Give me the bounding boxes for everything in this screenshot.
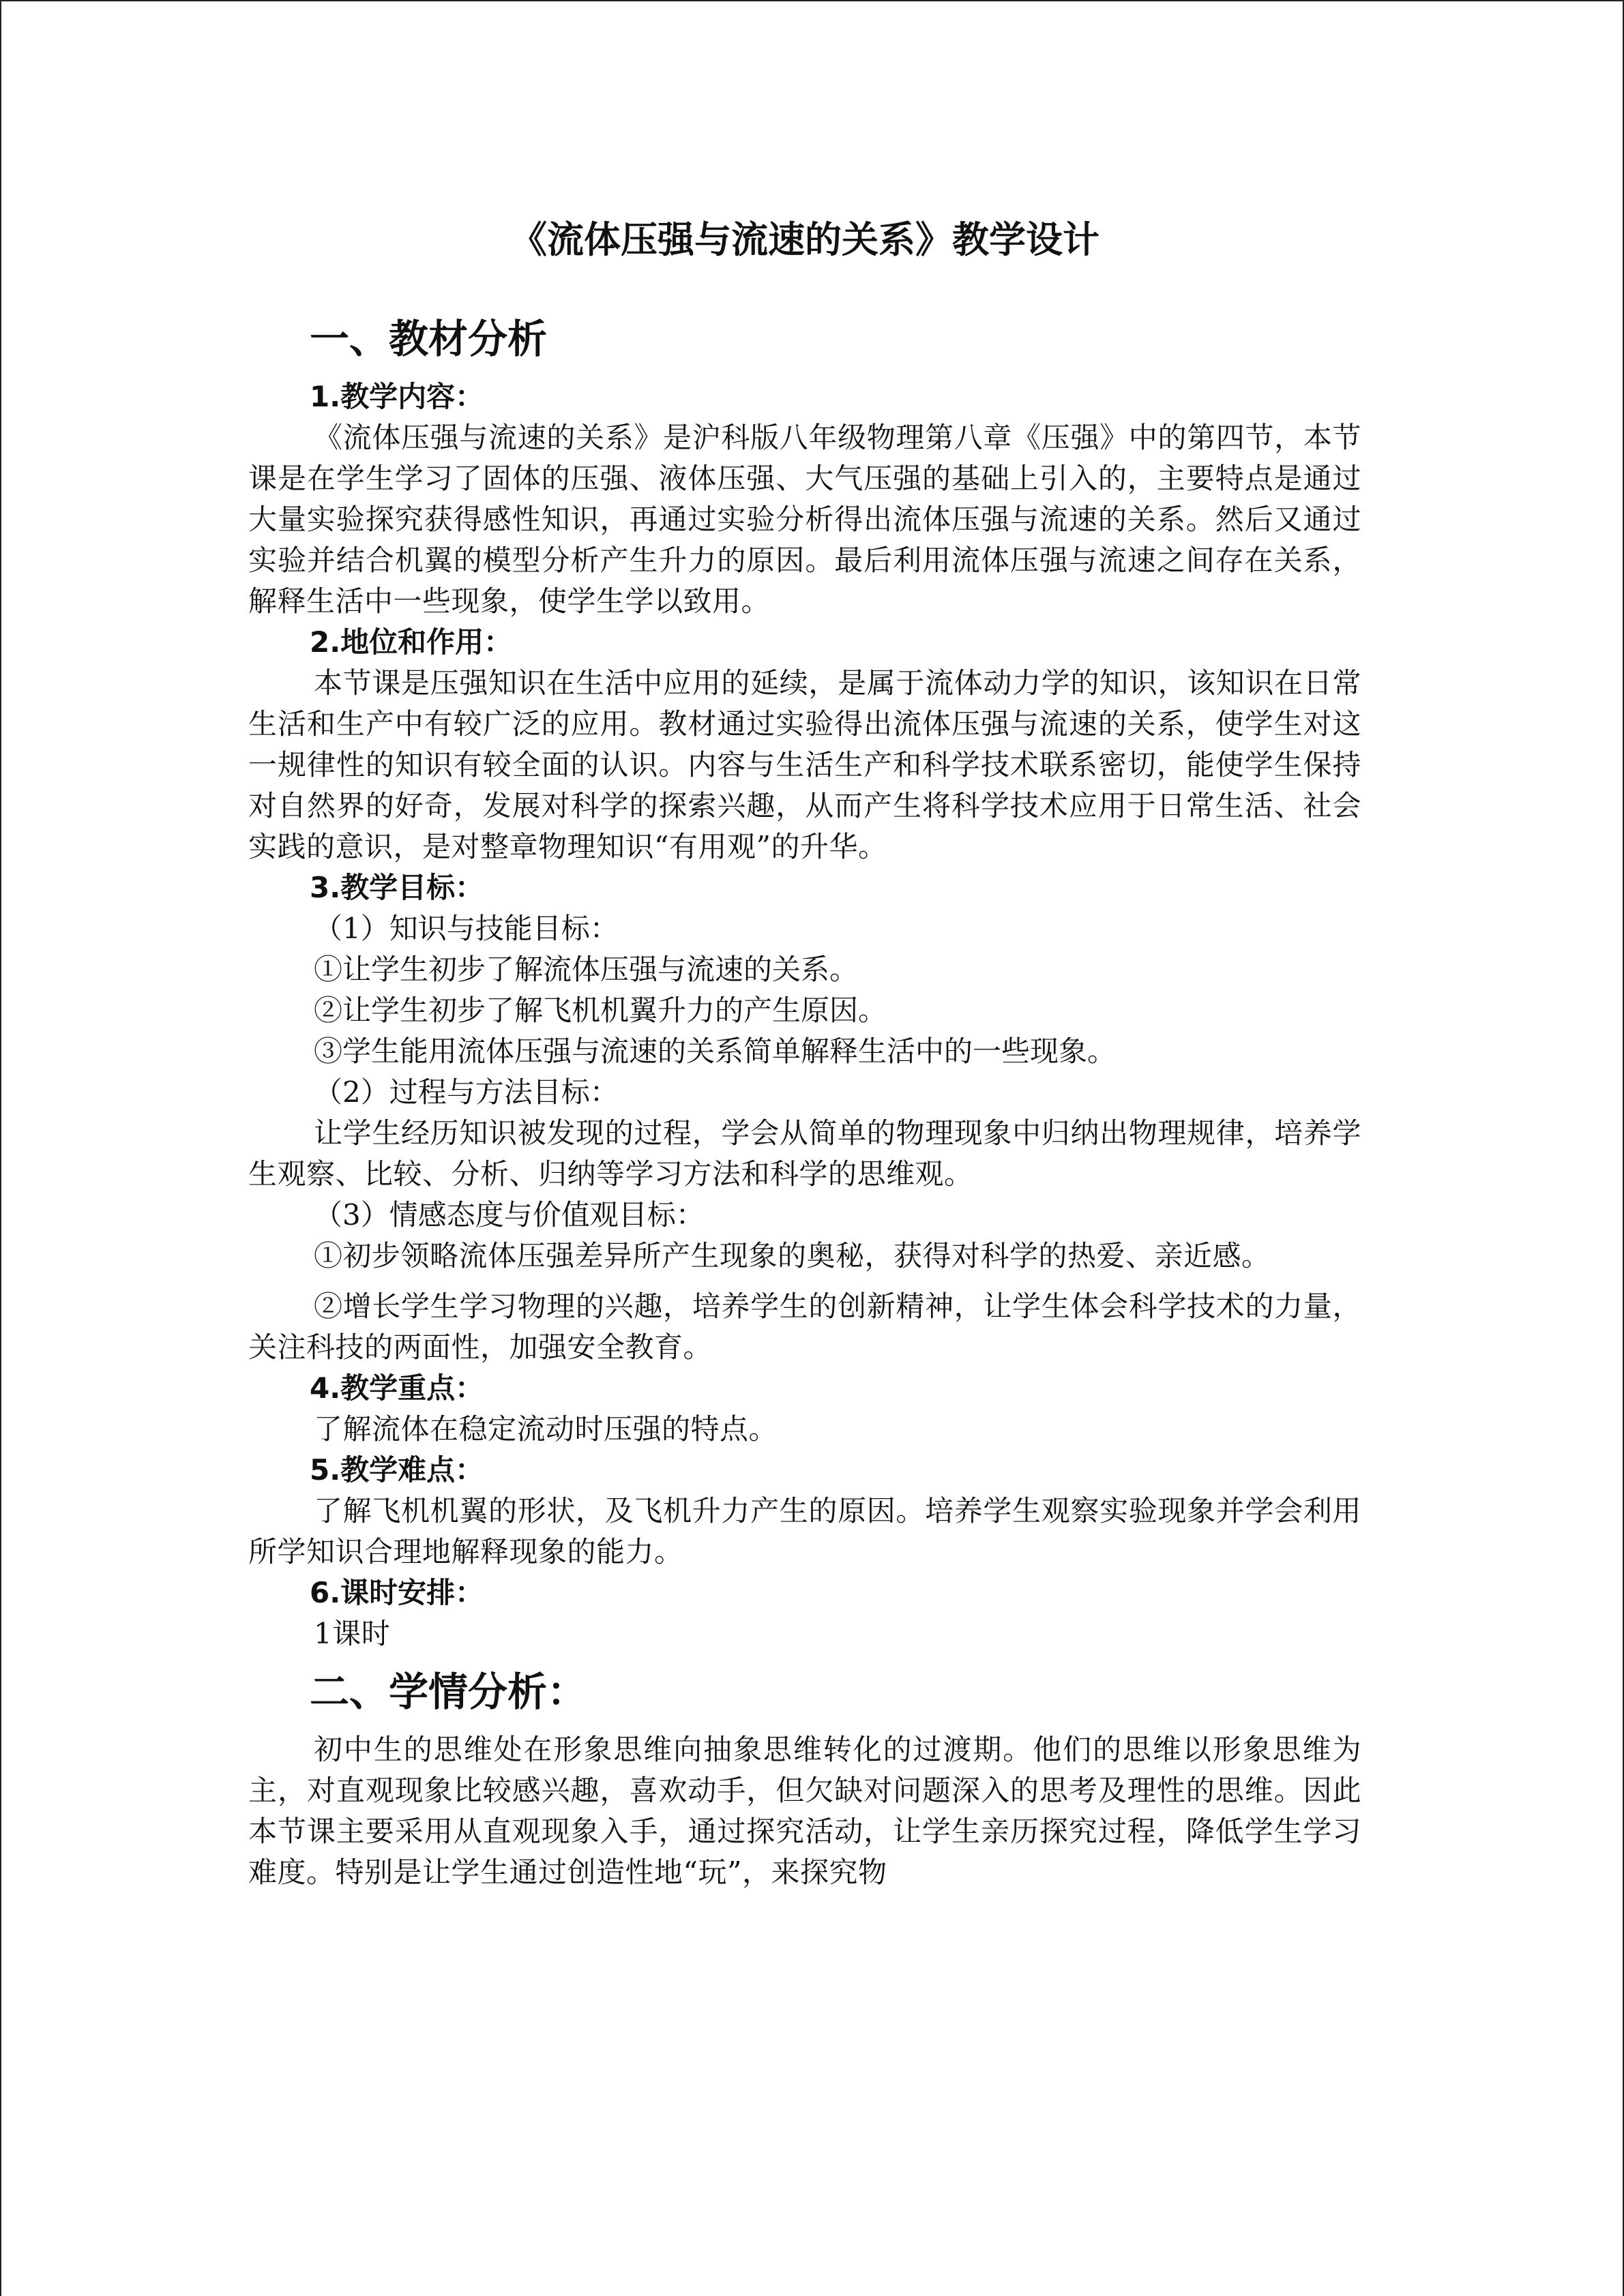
document-content — [248, 206, 1361, 1893]
subheading-teaching-content: 1.教学内容： — [310, 380, 484, 413]
goal-emotion-values-label: （3）情感态度与价值观目标： — [314, 1198, 705, 1232]
goal-knowledge-item: ①让学生初步了解流体压强与流速的关系。 — [314, 953, 859, 986]
goal-process-methods-text: 让学生经历知识被发现的过程，学会从简单的物理现象中归纳出物理规律，培养学生观察、比较、分析、归纳等学习方法和科学的思维观。 — [248, 1116, 1361, 1191]
paragraph-difficult-points: 了解飞机机翼的形状，及飞机升力产生的原因。培养学生观察实验现象并学会利用所学知识合理地解释现象的能力。 — [248, 1494, 1361, 1568]
goal-emotion-item: ②增长学生学习物理的兴趣，培养学生的创新精神，让学生体会科学技术的力量，关注科技的两面性，加强安全教育。 — [248, 1289, 1361, 1364]
document-title: 《流体压强与流速的关系》教学设计 — [510, 218, 1099, 261]
subheading-difficult-points: 5.教学难点： — [310, 1453, 484, 1487]
paragraph-position-role: 本节课是压强知识在生活中应用的延续，是属于流体动力学的知识，该知识在日常生活和生产中有较广泛的应用。教材通过实验得出流体压强与流速的关系，使学生对这一规律性的知识有较全面的认识。内容与生活生产和科学技术联系密切，能使学生保持对自然界的好奇，发展对科学的探索兴趣，从而产生将科学技术应用于日常生活、社会实践的意识，是对整章物理知识“有用观”的升华。 — [248, 666, 1361, 863]
section-heading-student-analysis: 二、学情分析： — [310, 1669, 587, 1715]
subheading-position-role: 2.地位和作用： — [310, 625, 513, 659]
subheading-class-hours: 6.课时安排： — [310, 1576, 484, 1609]
subheading-key-points: 4.教学重点： — [310, 1371, 484, 1405]
goal-emotion-item: ①初步领略流体压强差异所产生现象的奥秘，获得对科学的热爱、亲近感。 — [314, 1239, 1271, 1272]
paragraph-student-analysis: 初中生的思维处在形象思维向抽象思维转化的过渡期。他们的思维以形象思维为主，对直观现象比较感兴趣，喜欢动手，但欠缺对问题深入的思考及理性的思维。因此本节课主要采用从直观现象入手，通过探究活动，让学生亲历探究过程，降低学生学习难度。特别是让学生通过创造性地“玩”，来探究物 — [248, 1733, 1361, 1889]
goal-knowledge-skills-label: （1）知识与技能目标： — [314, 912, 619, 945]
section-heading-textbook-analysis: 一、教材分析 — [310, 316, 548, 362]
paragraph-teaching-content: 《流体压强与流速的关系》是沪科版八年级物理第八章《压强》中的第四节，本节课是在学生学习了固体的压强、液体压强、大气压强的基础上引入的，主要特点是通过大量实验探究获得感性知识，再通过实验分析得出流体压强与流速的关系。然后又通过实验并结合机翼的模型分析产生升力的原因。最后利用流体压强与流速之间存在关系，解释生活中一些现象，使学生学以致用。 — [248, 421, 1361, 618]
subheading-teaching-goals: 3.教学目标： — [310, 871, 484, 904]
paragraph-class-hours: 1课时 — [314, 1617, 391, 1650]
paragraph-key-points: 了解流体在稳定流动时压强的特点。 — [314, 1412, 778, 1446]
goal-process-methods-label: （2）过程与方法目标： — [314, 1075, 619, 1109]
goal-knowledge-item: ③学生能用流体压强与流速的关系简单解释生活中的一些现象。 — [314, 1034, 1117, 1068]
goal-knowledge-item: ②让学生初步了解飞机机翼升力的产生原因。 — [314, 994, 887, 1027]
